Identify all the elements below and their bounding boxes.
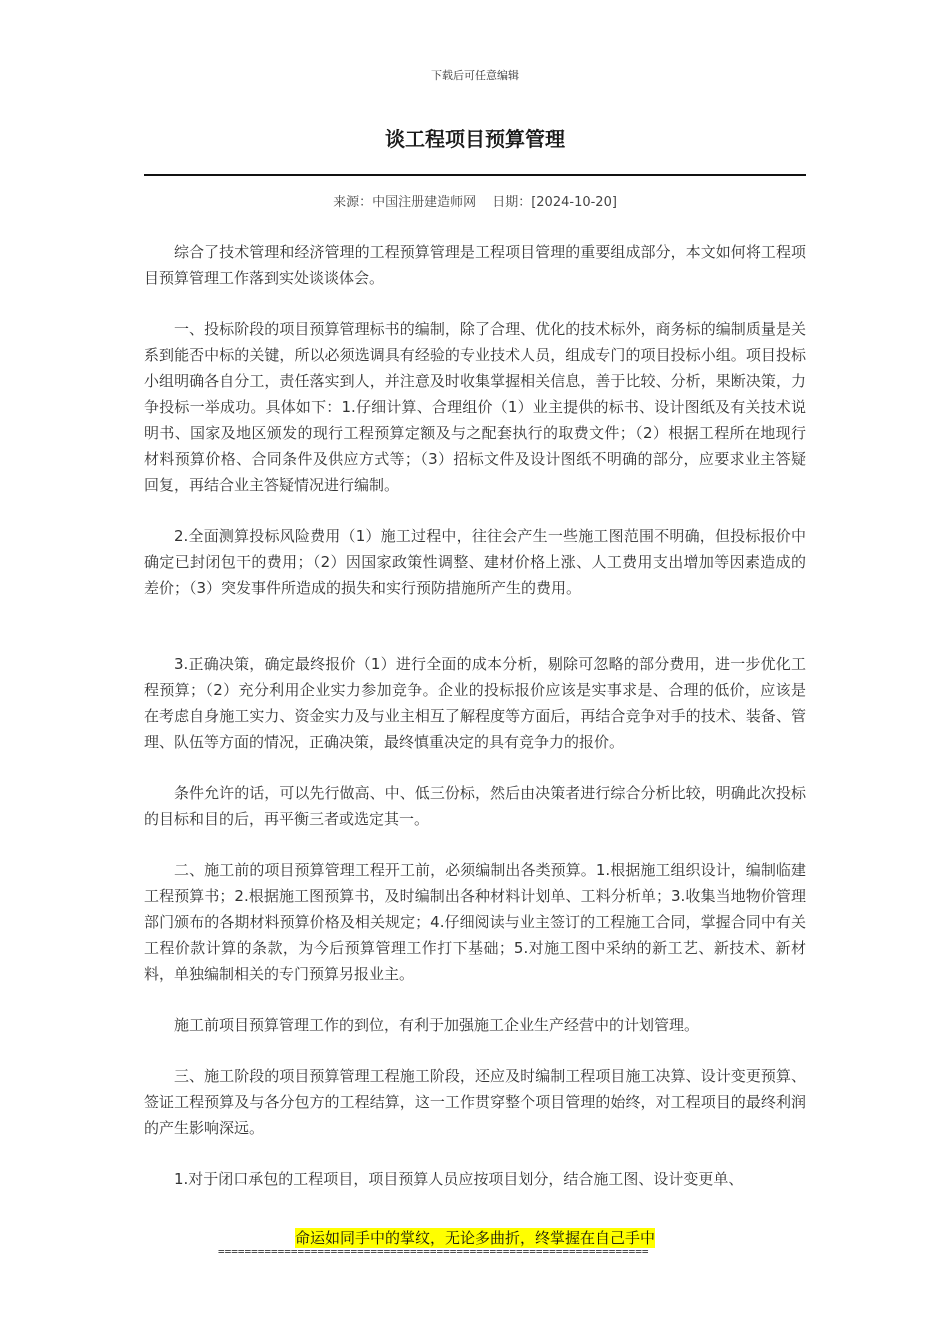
source-label: 来源：中国注册建造师网 (333, 195, 477, 210)
footer-divider: ================================================================= (218, 1245, 649, 1258)
paragraph-closed-contract: 1.对于闭口承包的工程项目，项目预算人员应按项目划分，结合施工图、设计变更单、 (174, 1170, 744, 1188)
page-header-note: 下载后可任意编辑 (431, 69, 519, 82)
motto-highlight: 命运如同手中的掌纹，无论多曲折，终掌握在自己手中 (294, 1229, 655, 1247)
article-meta (0, 191, 950, 210)
article-body (144, 239, 806, 1217)
paragraph-bidding-stage: 一、投标阶段的项目预算管理标书的编制，除了合理、优化的技术标外，商务标的编制质量是关系到能否中标的关键，所以必须选调具有经验的专业技术人员，组成专门的项目投标小组。项目投标小组明确各自分工，责任落实到人，并注意及时收集掌握相关信息，善于比较、分析，果断决策，力争投标一举成功。具体如下：1.仔细计算、合理组价（1）业主提供的标书、设计图纸及有关技术说明书、国家及地区颁发的现行工程预算定额及与之配套执行的取费文件；（2）根据工程所在地现行材料预算价格、合同条件及供应方式等；（3）招标文件及设计图纸不明确的部分，应要求业主答疑回复，再结合业主答疑情况进行编制。 (144, 320, 806, 494)
paragraph-intro: 综合了技术管理和经济管理的工程预算管理是工程项目管理的重要组成部分，本文如何将工程项目预算管理工作落到实处谈谈体会。 (144, 243, 806, 287)
page-title: 谈工程项目预算管理 (385, 127, 565, 151)
paragraph-risk-cost: 2.全面测算投标风险费用（1）施工过程中，往往会产生一些施工图范围不明确，但投标报价中确定已封闭包干的费用；（2）因国家政策性调整、建材价格上涨、人工费用支出增加等因素造成的差价；（3）突发事件所造成的损失和实行预防措施所产生的费用。 (144, 527, 806, 597)
title-divider (144, 174, 806, 176)
paragraph-pre-construction: 二、施工前的项目预算管理工程开工前，必须编制出各类预算。1.根据施工组织设计，编制临建工程预算书；2.根据施工图预算书，及时编制出各种材料计划单、工料分析单；3.收集当地物价管理部门颁布的各期材料预算价格及相关规定；4.仔细阅读与业主签订的工程施工合同，掌握合同中有关工程价款计算的条款，为今后预算管理工作打下基础；5.对施工图中采纳的新工艺、新技术、新材料，单独编制相关的专门预算另报业主。 (144, 861, 806, 983)
date-label: 日期：[2024-10-20] (492, 195, 617, 210)
paragraph-planning-benefit: 施工前项目预算管理工作的到位，有利于加强施工企业生产经营中的计划管理。 (174, 1016, 700, 1034)
paragraph-construction-stage: 三、施工阶段的项目预算管理工程施工阶段，还应及时编制工程项目施工决算、设计变更预算、签证工程预算及与各分包方的工程结算，这一工作贯穿整个项目管理的始终，对工程项目的最终利润的产生影响深远。 (144, 1067, 806, 1137)
paragraph-final-quote: 3.正确决策，确定最终报价（1）进行全面的成本分析，剔除可忽略的部分费用，进一步优化工程预算；（2）充分利用企业实力参加竞争。企业的投标报价应该是实事求是、合理的低价，应该是在考虑自身施工实力、资金实力及与业主相互了解程度等方面后，再结合竞争对手的技术、装备、管理、队伍等方面的情况，正确决策，最终慎重决定的具有竞争力的报价。 (144, 655, 806, 751)
paragraph-three-bids: 条件允许的话，可以先行做高、中、低三份标，然后由决策者进行综合分析比较，明确此次投标的目标和目的后，再平衡三者或选定其一。 (144, 784, 806, 828)
